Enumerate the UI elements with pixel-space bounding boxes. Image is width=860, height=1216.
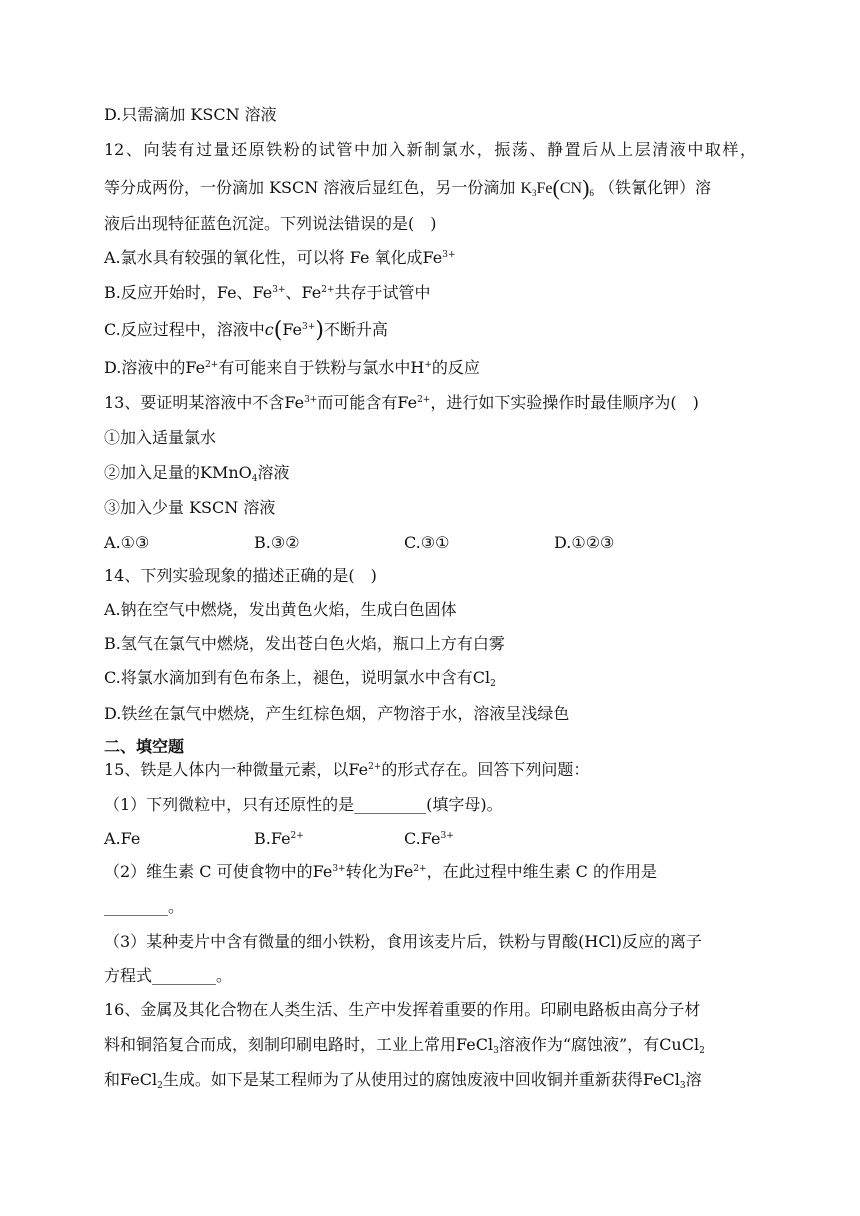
q12-option-d: D.溶液中的$Fe^{2+}$有可能来自于铁粉与氯水中H+的反应 bbox=[104, 358, 480, 377]
q15-part3-line1: （3）某种麦片中含有微量的细小铁粉，食用该麦片后，铁粉与胃酸(HCl)反应的离子 bbox=[104, 932, 702, 951]
q13-option-b: B.③② bbox=[254, 533, 300, 552]
q13-step3: ③加入少量 KSCN 溶液 bbox=[104, 498, 276, 517]
q14-option-a: A.钠在空气中燃烧，发出黄色火焰，生成白色固体 bbox=[104, 600, 457, 619]
q15-part3-line2: 方程式________。 bbox=[104, 966, 233, 985]
q13-step2: ②加入足量的KMnO$_4$溶液 bbox=[104, 463, 290, 484]
q13-option-a: A.①③ bbox=[104, 533, 150, 552]
q13-stem: 13、要证明某溶液中不含$Fe^{3+}$而可能含有$Fe^{2+}$，进行如下实验操作时最佳顺序为( ) bbox=[104, 393, 699, 412]
q14-option-b: B.氢气在氯气中燃烧，发出苍白色火焰，瓶口上方有白雾 bbox=[104, 634, 505, 653]
q14-stem: 14、下列实验现象的描述正确的是( ) bbox=[104, 566, 377, 585]
q13-option-c: C.③① bbox=[404, 533, 450, 552]
q15-part2-blank: ________。 bbox=[104, 897, 185, 916]
q15-stem: 15、铁是人体内一种微量元素，以$Fe^{2+}$的形式存在。回答下列问题： bbox=[104, 760, 590, 779]
q12-option-a: A.氯水具有较强的氧化性，可以将 Fe 氧化成$Fe^{3+}$ bbox=[104, 248, 456, 267]
q14-option-c: C.将氯水滴加到有色布条上，褪色，说明氯水中含有$Cl_2$ bbox=[104, 668, 496, 689]
q12-stem-line2: 等分成两份，一份滴加 KSCN 溶液后显红色，另一份滴加 $K_3Fe(CN)_6$ （铁氰化钾）溶 bbox=[104, 175, 711, 200]
formula-k3fecn6: $K_3Fe(CN)_6$ bbox=[520, 175, 594, 200]
q11-option-d: D.只需滴加 KSCN 溶液 bbox=[104, 105, 277, 124]
q16-line1: 16、金属及其化合物在人类生活、生产中发挥着重要的作用。印刷电路板由高分子材 bbox=[104, 1000, 701, 1019]
q12-stem-line1: 12、向装有过量还原铁粉的试管中加入新制氯水，振荡、静置后从上层清液中取样， bbox=[104, 140, 756, 159]
q16-line2: 料和铜箔复合而成，刻制印刷电路时，工业上常用FeCl$_3$溶液作为“腐蚀液”，有CuCl$_2$ bbox=[104, 1035, 705, 1056]
q12-option-c: C.反应过程中，溶液中$c(Fe^{3+})$不断升高 bbox=[104, 318, 388, 343]
q12-option-b: B.反应开始时，Fe、$Fe^{3+}$、$Fe^{2+}$共存于试管中 bbox=[104, 283, 431, 302]
q15-part1: （1）下列微粒中，只有还原性的是_________(填字母)。 bbox=[104, 795, 503, 814]
q15-option-c: $C.Fe^{3+}$ bbox=[404, 829, 454, 848]
q15-part2: （2）维生素 C 可使食物中的$Fe^{3+}$转化为$Fe^{2+}$，在此过程中维生素 C 的作用是 bbox=[104, 862, 658, 881]
formula-fe3: $Fe^{3+}$ bbox=[422, 248, 456, 267]
q15-option-b: $B.Fe^{2+}$ bbox=[254, 829, 304, 848]
q13-step1: ①加入适量氯水 bbox=[104, 428, 217, 447]
q16-line3: 和FeCl$_2$生成。如下是某工程师为了从使用过的腐蚀废液中回收铜并重新获得FeCl$_3$溶 bbox=[104, 1070, 702, 1091]
q14-option-d: D.铁丝在氯气中燃烧，产生红棕色烟，产物溶于水，溶液呈浅绿色 bbox=[104, 704, 570, 723]
q15-option-a: A.Fe bbox=[104, 829, 141, 848]
q13-option-d: D.①②③ bbox=[554, 533, 615, 552]
section-heading: 二、填空题 bbox=[104, 737, 185, 756]
q12-stem-line3: 液后出现特征蓝色沉淀。下列说法错误的是( ) bbox=[104, 214, 437, 233]
